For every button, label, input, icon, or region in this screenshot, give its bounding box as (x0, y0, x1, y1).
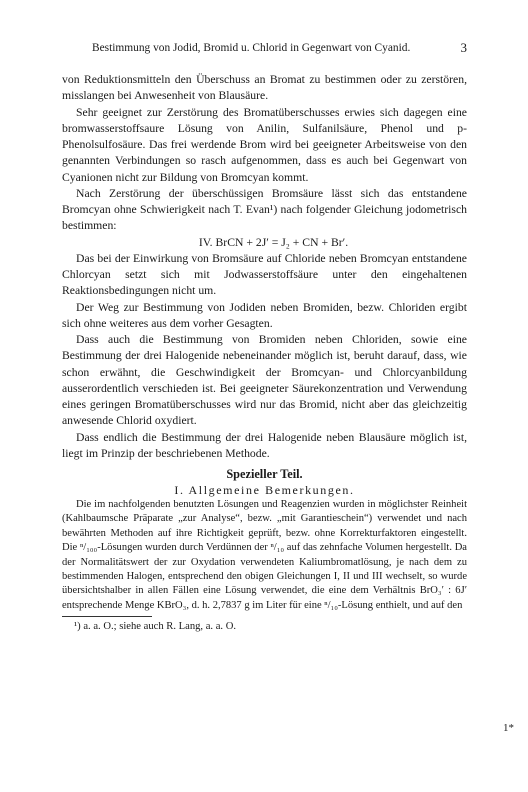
footnote-divider (62, 616, 152, 617)
paragraph: Dass auch die Bestimmung von Bromiden neben Chloriden, sowie eine Bestimmung der drei Halogenide nebeneinander möglich ist, beruht darauf, dass, wie schon erwähnt, die Geschwindigkeit der Bromcyan- und Chlorcyanbildung ausserordentlich verschieden ist. Bei geeigneter Säurekonzentration und Verwendung eines geringen Bromatüberschusses wird nur das Bromid, nicht aber das gleichzeitig anwesende Chlorid oxydiert. (62, 333, 467, 428)
paragraph: Dass endlich die Bestimmung der drei Halogenide neben Blausäure möglich ist, liegt im Prinzip der beschriebenen Methode. (62, 430, 467, 460)
signature-mark: 1* (503, 722, 514, 734)
body-text (62, 72, 467, 634)
paragraph: Das bei der Einwirkung von Bromsäure auf Chloride neben Bromcyan entstandene Chlorcyan setzt sich mit Jodwasserstoffsäure unter den eingehaltenen Reaktionsbedingungen nicht um. (62, 251, 467, 298)
section-title: Spezieller Teil. (226, 467, 303, 481)
paragraph: von Reduktionsmitteln den Überschuss an Bromat zu bestimmen oder zu zerstören, misslangen bei Anwesenheit von Blausäure. (62, 73, 467, 103)
page-number: 3 (460, 40, 467, 55)
paragraph: Sehr geeignet zur Zerstörung des Bromatüberschusses erwies sich dagegen eine bromwasserstoffsaure Lösung von Anilin, Sulfanilsäure, Phenol und p-Phenolsulfosäure. Das frei werdende Brom wird bei geeigneter Arbeitsweise von den genannten Verbindungen so rasch aufgenommen, dass es auch bei Gegenwart von Cyanionen nicht zur Bildung von Bromcyan kommt. (62, 105, 467, 184)
equation-iv: IV. BrCN + 2J′ = J₂ + CN + Br′. (198, 235, 349, 249)
running-head (62, 40, 467, 58)
paragraph: Der Weg zur Bestimmung von Jodiden neben Bromiden, bezw. Chloriden ergibt sich ohne weiteres aus dem vorher Gesagten. (62, 300, 467, 330)
paragraph: Nach Zerstörung der überschüssigen Bromsäure lässt sich das entstandene Bromcyan ohne Schwierigkeit nach T. Evan¹) nach folgender Gleichung jodometrisch bestimmen: (62, 186, 467, 233)
page (62, 40, 467, 634)
small-paragraph: Die im nachfolgenden benutzten Lösungen und Reagenzien wurden in möglichster Reinheit (Kahlbaumsche Präparate „zur Analyse“, bezw. „mit Garantieschein“) verwendet und nach bewährten Methoden auf ihre Richtigkeit geprüft, bezw. ohne Korrekturfaktoren eingestellt. Die ⁿ/₁₀₀-Lösungen wurden durch Verdünnen der ⁿ/₁₀ auf das zehnfache Volumen hergestellt. Da der Normalitätswert der zur Oxydation verwendeten Kaliumbromatlösung, je nach dem zu bestimmenden Halogen, entsprechend den obigen Gleichungen I, II und III wechselt, so wurde übersichtshalber in allen Fällen eine Lösung verwendet, die eine dem Verhältnis BrO₃′ : 6J′ entsprechende Menge KBrO₃, d. h. 2,7837 g im Liter für eine ⁿ/₁₀-Lösung enthielt, und auf den (62, 499, 467, 611)
footnote: ¹) a. a. O.; siehe auch R. Lang, a. a. O. (74, 621, 237, 633)
running-head-title: Bestimmung von Jodid, Bromid u. Chlorid in Gegenwart von Cyanid. (92, 42, 411, 54)
subsection-title: I. Allgemeine Bemerkungen. (174, 483, 355, 497)
